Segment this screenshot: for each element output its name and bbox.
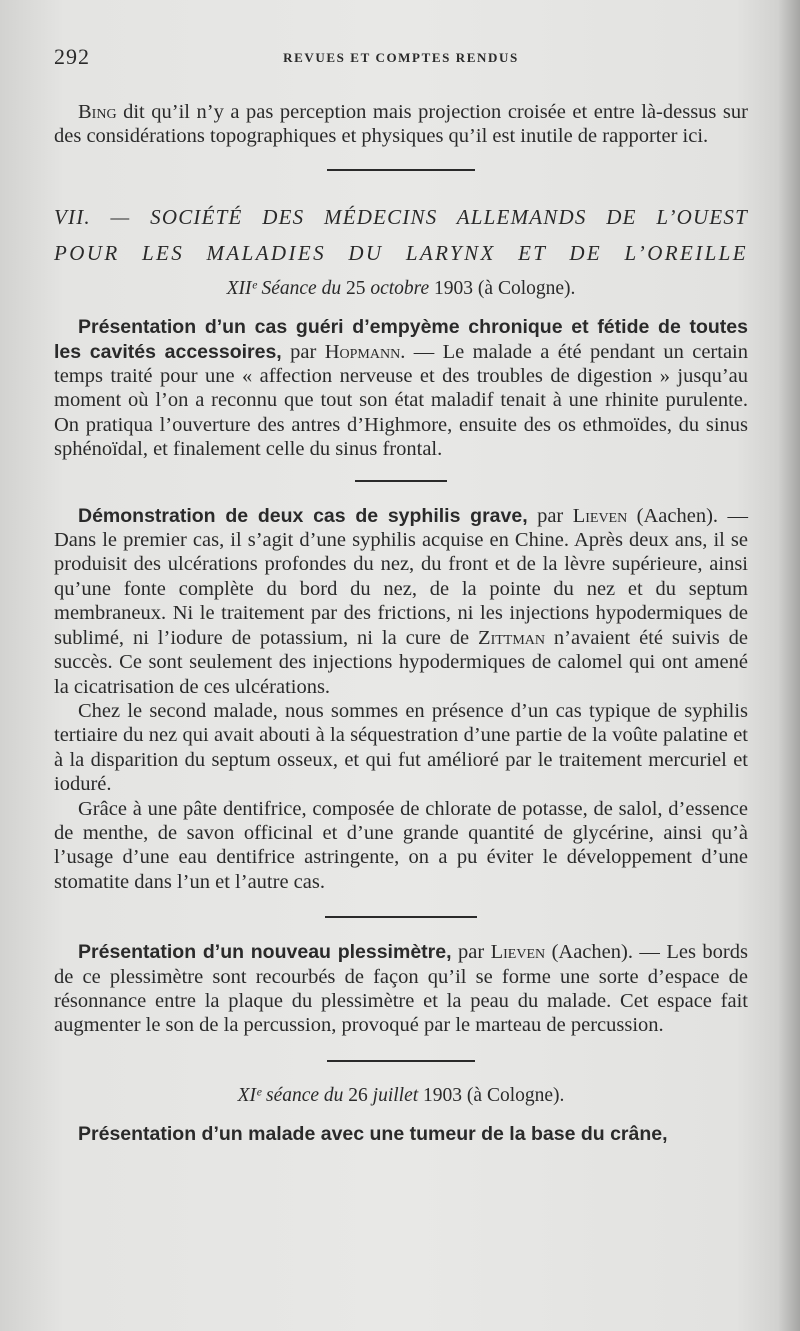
- section-divider: [327, 1060, 475, 1062]
- article-divider: [325, 916, 477, 918]
- page-header: [54, 44, 748, 88]
- article-divider: [355, 480, 447, 482]
- article-title: Présentation d’un malade avec une tumeur de la base du crâne,: [78, 1123, 668, 1146]
- article-body: . — Le malade a été pendant un certain temps traité pour une « affection nerveuse et des troubles de digestion » jusqu’au moment où l’on a reconnu que tout son état maladif tenait à une rhinite purulente. On pratiqua l’ouverture des antres d’Highmore, ensuite des os ethmoïdes, du sinus sphénoïdal, et finalement celle du sinus frontal.: [54, 340, 748, 461]
- running-head: REVUES ET COMPTES RENDUS: [283, 50, 519, 65]
- zittman-name: Zittman: [478, 626, 546, 649]
- article-tumeur: [54, 1122, 748, 1146]
- article-plessimeter: Présentation d’un nouveau plessimètre, par Lieven (Aachen). — Les bords de ce plessimètre sont recourbés de façon qu’il se forme une sorte d’espace de résonnance entre la plaque du plessimètre et la peau du malade. Cet espace fait augmenter le son de la percussion, provoqué par le marteau de percussion.: [54, 941, 748, 1037]
- society-title-line2: POUR LES MALADIES DU LARYNX ET DE L’OREILLE: [54, 240, 748, 265]
- article-syphilis-p1: Démonstration de deux cas de syphilis grave, par Lieven (Aachen). — Dans le premier cas, il s’agit d’une syphilis acquise en Chine. Après deux ans, il se produisit des ulcérations profondes du nez, du front et de la lèvre supérieure, ainsi qu’une fonte complète du bord du nez, de la pointe du nez et du septum membraneux. Ni le traitement par des frictions, ni les injections hypodermiques de sublimé, ni l’iodure de potassium, ni la cure de Zittman n’avaient été suivis de succès. Ce sont seulement des injections hypodermiques de calomel qui ont amené la cicatrisation de ces ulcérations.: [54, 504, 749, 698]
- intro-text: dit qu’il n’y a pas perception mais projection croisée et entre là-dessus sur des considérations topographiques et physiques qu’il est inutile de rapporter ici.: [54, 101, 748, 148]
- article-title: Présentation d’un cas guéri d’empyème chronique et fétide de toutes les cavités accessoires,: [54, 316, 748, 363]
- page-number: 292: [54, 44, 90, 69]
- article-syphilis-p2: Chez le second malade, nous sommes en présence d’un cas typique de syphilis tertiaire du nez qui avait abouti à la séquestration d’une partie de la voûte palatine et à la disparition du septum osseux, et qui fut amélioré par le traitement mercuriel et ioduré.: [54, 699, 748, 796]
- intro-paragraph: [54, 100, 748, 149]
- session-heading-2: XIᵉ séance du 26 juillet 1903 (à Cologne).: [237, 1084, 565, 1106]
- article-author: Lieven: [490, 941, 546, 964]
- section-divider: [327, 169, 475, 171]
- article-title: Démonstration de deux cas de syphilis grave,: [78, 504, 528, 527]
- article-syphilis-p3: Grâce à une pâte dentifrice, composée de chlorate de potasse, de salol, d’essence de menthe, de savon officinal et d’une grande quantité de glycérine, ainsi qu’à l’usage d’une eau dentifrice astringente, on a pu éviter le développement d’une stomatite dans l’un et l’autre cas.: [54, 797, 748, 893]
- society-title-line1: VII. — SOCIÉTÉ DES MÉDECINS ALLEMANDS DE L’OUEST: [54, 204, 748, 229]
- intro-author: Bing: [78, 101, 117, 123]
- article-author: Hopmann: [324, 340, 401, 363]
- session-heading: XIIᵉ Séance du 25 octobre 1903 (à Cologne).: [226, 277, 576, 299]
- article-title: Présentation d’un nouveau plessimètre,: [78, 941, 452, 964]
- article-author: Lieven: [572, 504, 628, 527]
- article-body: (Aachen). — Les bords de ce plessimètre sont recourbés de façon qu’il se forme une sorte d’espace de résonnance entre la plaque du plessimètre et la peau du malade. Cet espace fait augmenter le son de la percussion, provoqué par le marteau de percussion.: [54, 941, 748, 1037]
- article-hopmann: Présentation d’un cas guéri d’empyème chronique et fétide de toutes les cavités accessoires, par Hopmann. — Le malade a été pendant un certain temps traité pour une « affection nerveuse et des troubles de digestion » jusqu’au moment où l’on a reconnu que tout son état maladif tenait à une rhinite purulente. On pratiqua l’ouverture des antres d’Highmore, ensuite des os ethmoïdes, du sinus sphénoïdal, et finalement celle du sinus frontal.: [54, 316, 748, 461]
